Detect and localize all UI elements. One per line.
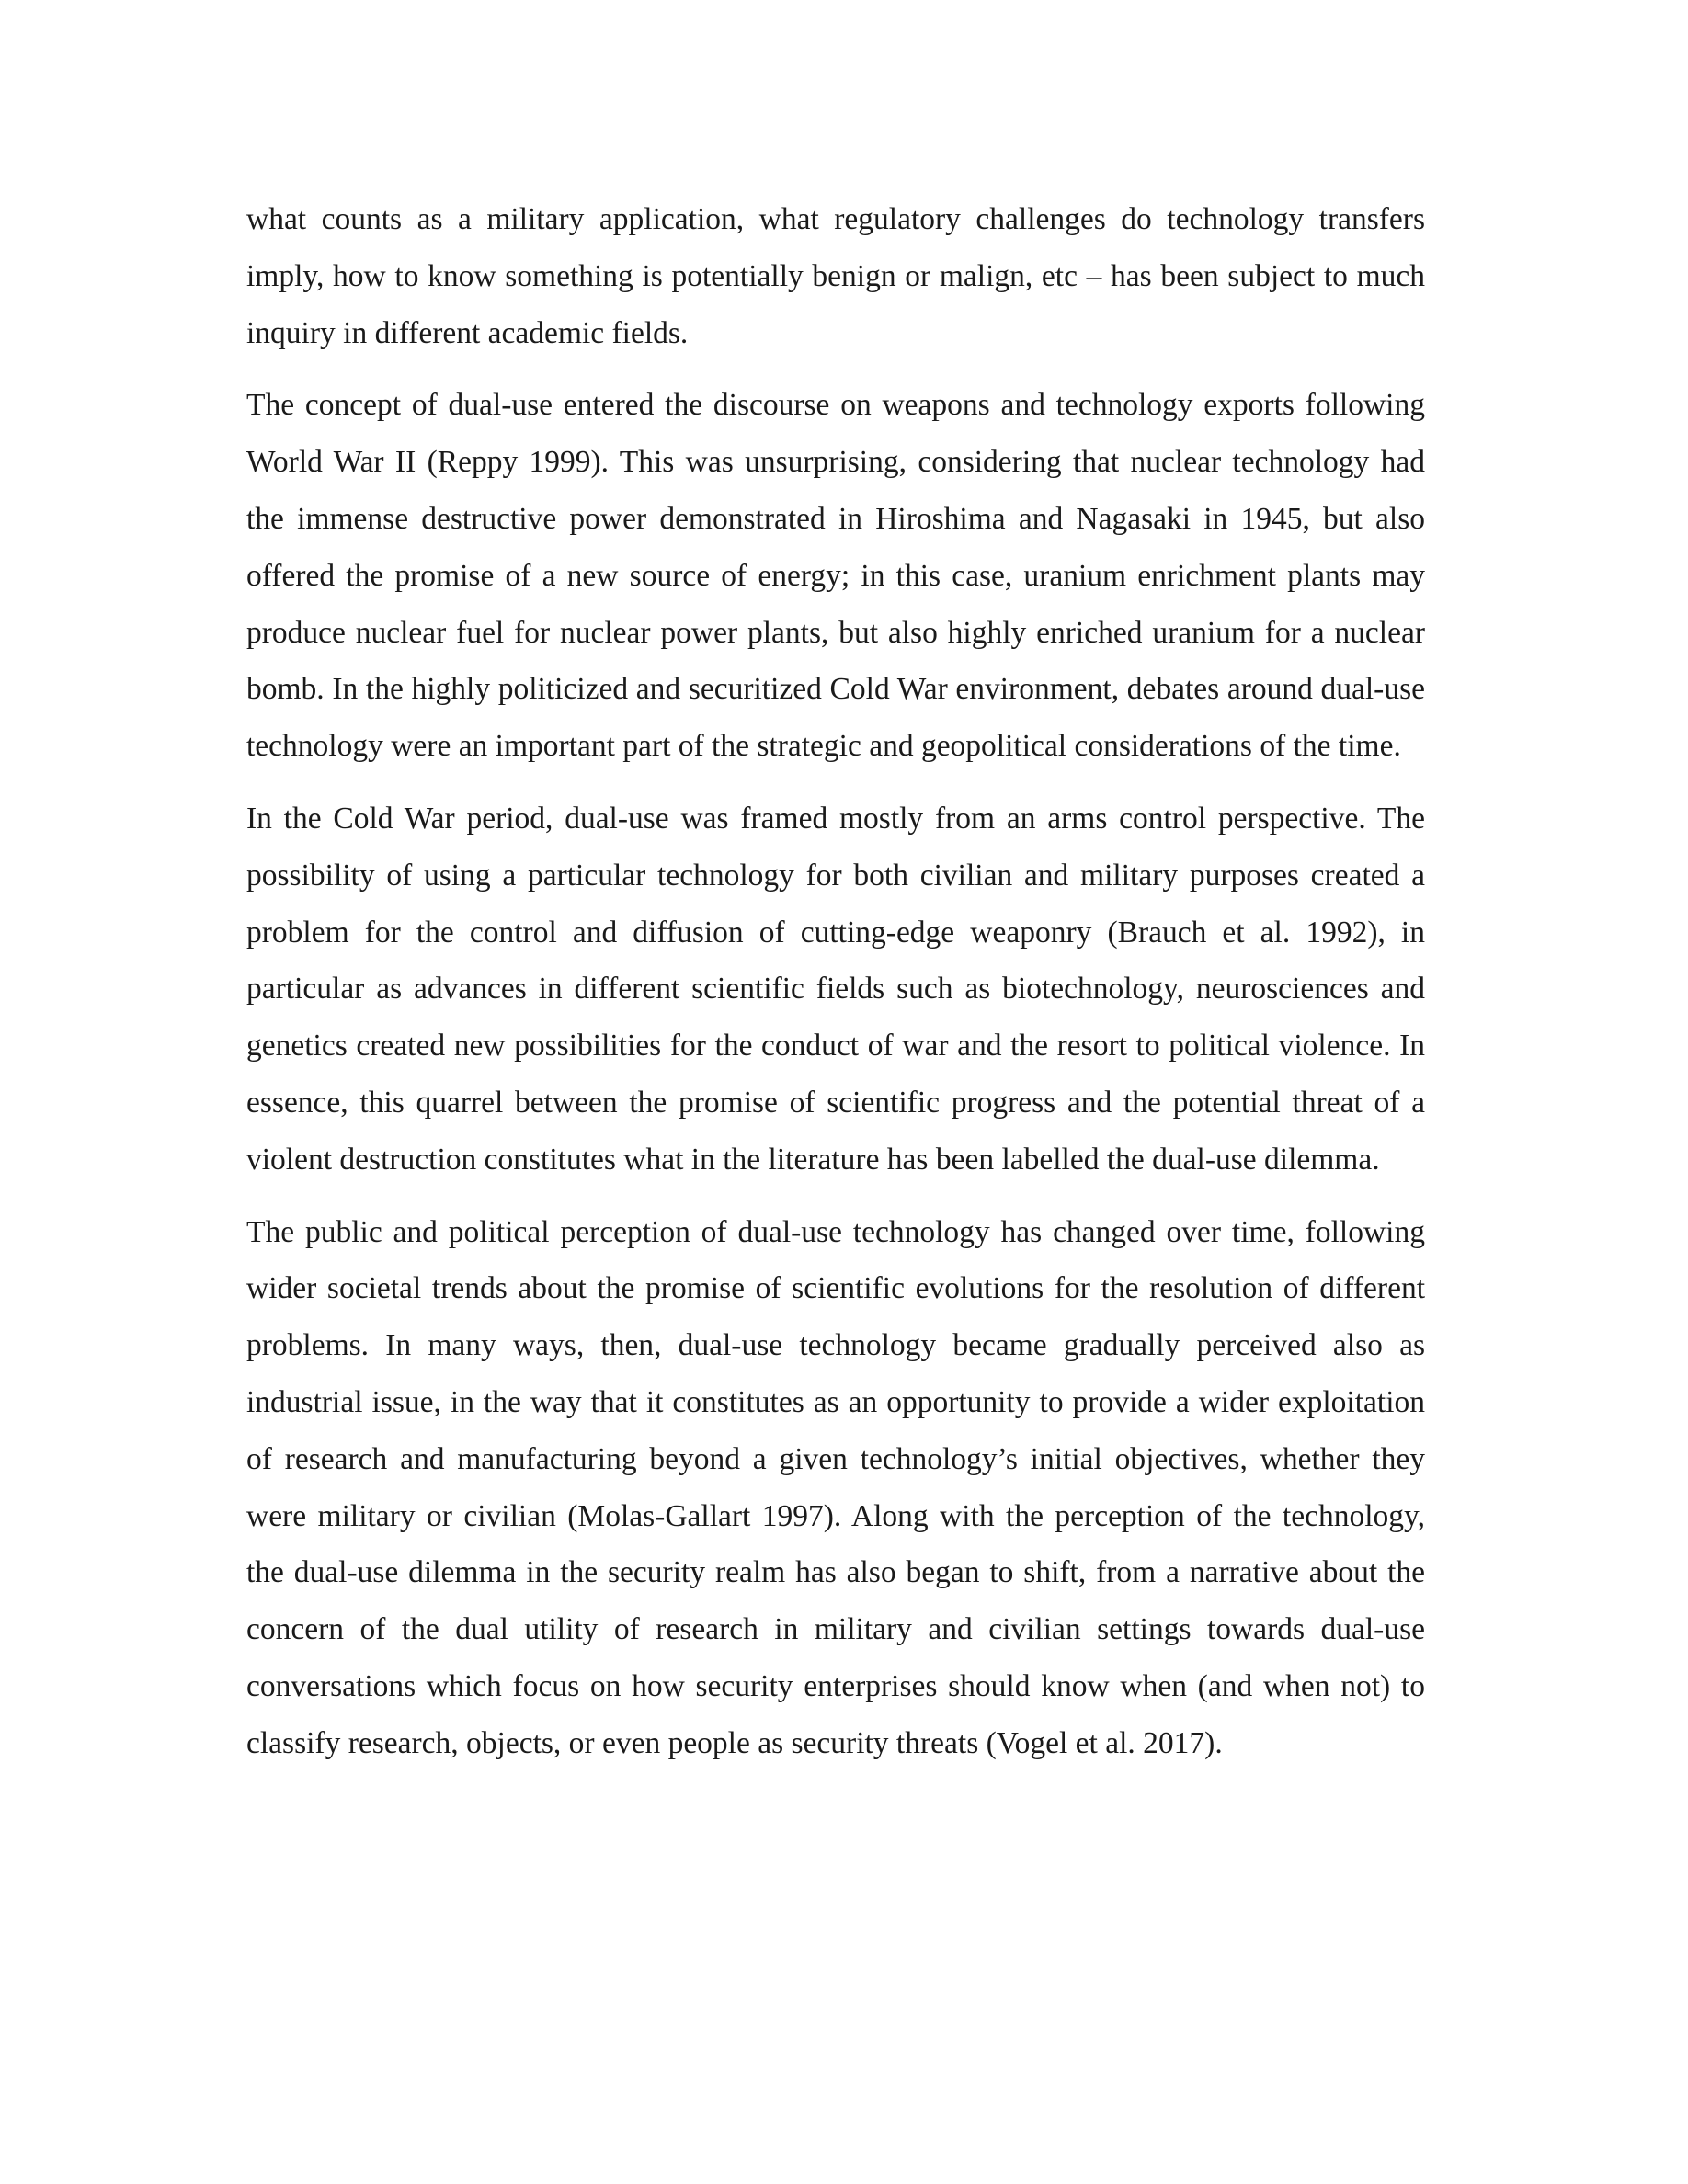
paragraph-2: The concept of dual-use entered the discourse on weapons and technology exports following World War II (Reppy 1999). This was unsurprising, considering that nuclear technology had the immense destructive power demonstrated in Hiroshima and Nagasaki in 1945, but also offered the promise of a new source of energy; in this case, uranium enrichment plants may produce nuclear fuel for nuclear power plants, but also highly enriched uranium for a nuclear bomb. In the highly politicized and securitized Cold War environment, debates around dual-use technology were an important part of the strategic and geopolitical considerations of the time. [246, 388, 1425, 764]
paragraph-3: In the Cold War period, dual-use was framed mostly from an arms control perspective. The possibility of using a particular technology for both civilian and military purposes created a problem for the control and diffusion of cutting-edge weaponry (Brauch et al. 1992), in particular as advances in different scientific fields such as biotechnology, neurosciences and genetics created new possibilities for the conduct of war and the resort to political violence. In essence, this quarrel between the promise of scientific progress and the potential threat of a violent destruction constitutes what in the literature has been labelled the dual-use dilemma. [246, 801, 1425, 1177]
paragraph-1: what counts as a military application, what regulatory challenges do technology transfers imply, how to know something is potentially benign or malign, etc – has been subject to much inquiry in different academic fields. [246, 202, 1425, 350]
paragraph-4: The public and political perception of dual-use technology has changed over time, following wider societal trends about the promise of scientific evolutions for the resolution of different problems. In many ways, then, dual-use technology became gradually perceived also as industrial issue, in the way that it constitutes as an opportunity to provide a wider exploitation of research and manufacturing beyond a given technology’s initial objectives, whether they were military or civilian (Molas-Gallart 1997). Along with the perception of the technology, the dual-use dilemma in the security realm has also began to shift, from a narrative about the concern of the dual utility of research in military and civilian settings towards dual-use conversations which focus on how security enterprises should know when (and when not) to classify research, objects, or even people as security threats (Vogel et al. 2017). [246, 1214, 1425, 1760]
body-text [246, 191, 1425, 1788]
